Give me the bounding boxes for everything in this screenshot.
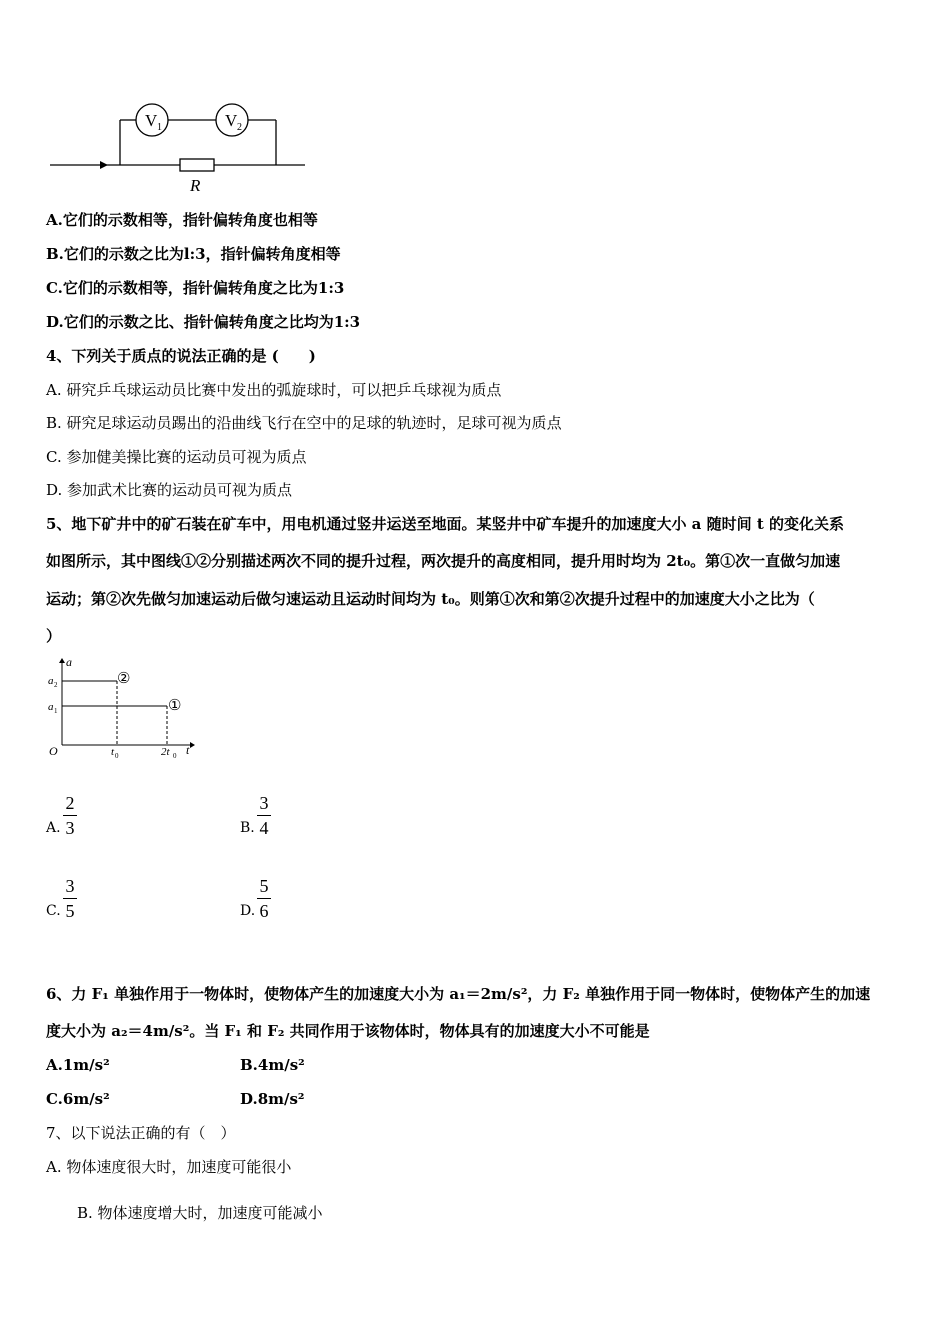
graph-curve2-label: ② — [117, 671, 131, 687]
v2-label: V — [225, 111, 238, 130]
q5-stem-line3: 运动；第②次先做匀加速运动后做匀速运动且运动时间均为 t₀。则第①次和第②次提升过程中的加速度大小之比为（ — [46, 590, 815, 608]
q5-option-a-fraction — [63, 793, 77, 838]
q4-option-b: B. 研究足球运动员踢出的沿曲线飞行在空中的足球的轨迹时，足球可视为质点 — [46, 414, 562, 432]
q6-stem-line2: 度大小为 a₂＝4m/s²。当 F₁ 和 F₂ 共同作用于该物体时，物体具有的加速度大小不可能是 — [46, 1022, 650, 1040]
q5-option-c-numerator: 3 — [65, 876, 75, 896]
q6-stem-line1: 6、力 F₁ 单独作用于一物体时，使物体产生的加速度大小为 a₁＝2m/s²，力 F₂ 单独作用于同一物体时，使物体产生的加速 — [46, 985, 871, 1003]
q5-option-c-fraction — [63, 876, 77, 921]
q4-option-a: A. 研究乒乓球运动员比赛中发出的弧旋球时，可以把乒乓球视为质点 — [46, 381, 502, 399]
q6-option-a: A.1m/s² — [46, 1056, 110, 1074]
q5-option-d-fraction — [257, 876, 271, 921]
graph-y-axis-label: a — [66, 655, 72, 669]
q5-option-c-label: C. — [46, 903, 61, 919]
q4-option-d: D. 参加武术比赛的运动员可视为质点 — [46, 481, 293, 499]
q3-option-a: A.它们的示数相等，指针偏转角度也相等 — [46, 211, 318, 229]
q5-option-a-numerator: 2 — [65, 793, 75, 813]
q5-option-d-numerator: 5 — [259, 876, 269, 896]
q5-stem-line2: 如图所示，其中图线①②分别描述两次不同的提升过程，两次提升的高度相同，提升用时均为 2t₀。第①次一直做匀加速 — [46, 552, 841, 570]
graph-x-axis-label: t — [186, 743, 190, 757]
graph-curve1-label: ① — [168, 698, 182, 714]
q3-option-d: D.它们的示数之比、指针偏转角度之比均为1:3 — [46, 313, 361, 331]
graph-2t0-label: 2t — [161, 746, 170, 758]
graph-t0-label: t — [111, 746, 115, 758]
acceleration-time-graph — [40, 655, 200, 765]
q4-stem: 4、下列关于质点的说法正确的是 ( ) — [46, 347, 316, 365]
q5-option-d-denominator: 6 — [259, 901, 269, 921]
q3-option-b: B.它们的示数之比为l:3，指针偏转角度相等 — [46, 245, 341, 263]
q7-option-b: B. 物体速度增大时，加速度可能减小 — [77, 1204, 323, 1222]
q7-stem: 7、以下说法正确的有（ ） — [46, 1124, 236, 1142]
q5-option-a-denominator: 3 — [65, 818, 75, 838]
q6-option-b: B.4m/s² — [240, 1056, 305, 1074]
q5-option-a-label: A. — [46, 820, 61, 836]
q3-option-c: C.它们的示数相等，指针偏转角度之比为1:3 — [46, 279, 345, 297]
q4-option-c: C. 参加健美操比赛的运动员可视为质点 — [46, 448, 307, 466]
graph-a2-subscript: 2 — [54, 681, 58, 689]
v1-label: V — [145, 111, 158, 130]
resistor-label: R — [190, 176, 201, 195]
q5-option-b-numerator: 3 — [259, 793, 269, 813]
graph-t0-subscript: 0 — [115, 752, 119, 760]
graph-a2-label: a — [48, 675, 54, 687]
q6-option-c: C.6m/s² — [46, 1090, 110, 1108]
graph-origin-label: O — [49, 744, 58, 758]
graph-a1-label: a — [48, 701, 54, 713]
q5-option-c-denominator: 5 — [65, 901, 75, 921]
graph-2t0-subscript: 0 — [173, 752, 177, 760]
circuit-diagram — [40, 95, 320, 200]
q5-stem-line1: 5、地下矿井中的矿石装在矿车中，用电机通过竖井运送至地面。某竖井中矿车提升的加速度大小 a 随时间 t 的变化关系 — [46, 515, 844, 533]
v2-subscript: 2 — [237, 122, 242, 133]
q5-option-b-label: B. — [240, 820, 255, 836]
q6-option-d: D.8m/s² — [240, 1090, 305, 1108]
v1-subscript: 1 — [157, 122, 162, 133]
q5-option-b-fraction — [257, 793, 271, 838]
q5-stem-line4: ） — [46, 627, 62, 645]
graph-a1-subscript: 1 — [54, 707, 58, 715]
q7-option-a: A. 物体速度很大时，加速度可能很小 — [46, 1158, 292, 1176]
q5-option-b-denominator: 4 — [259, 818, 269, 838]
q5-option-d-label: D. — [240, 903, 256, 919]
